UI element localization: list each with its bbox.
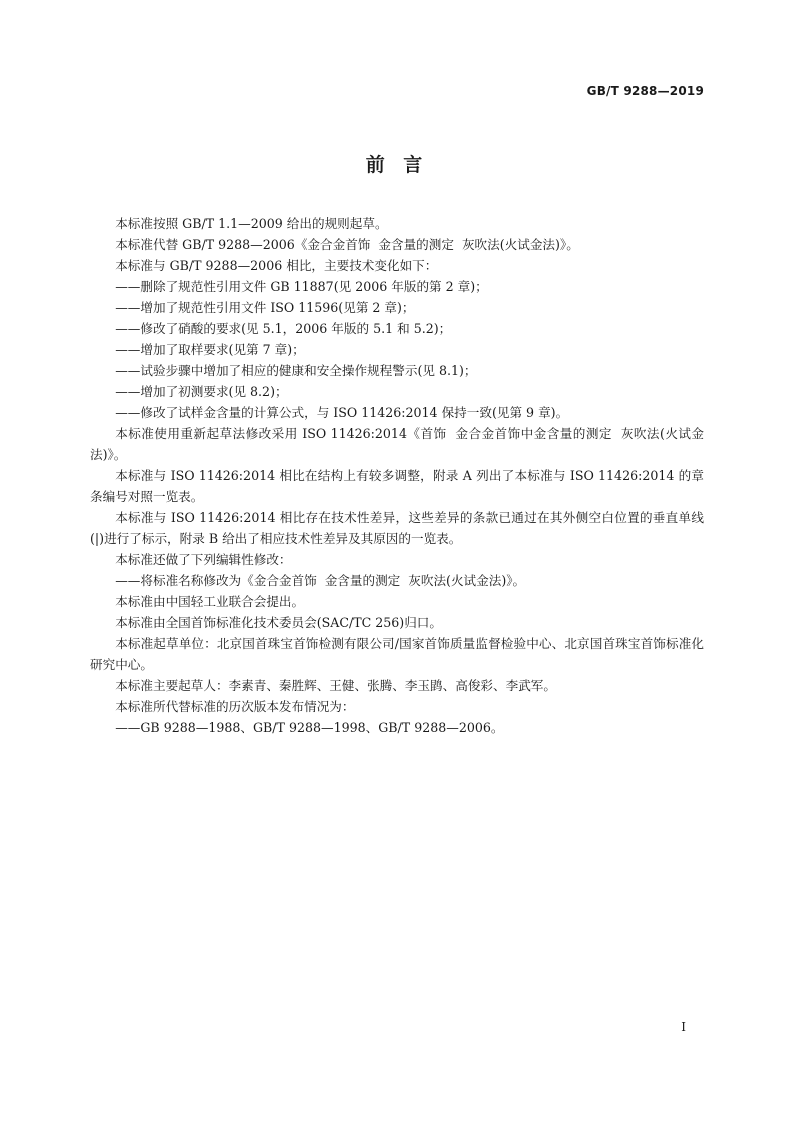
list-item: ——修改了硝酸的要求(见 5.1，2006 年版的 5.1 和 5.2)；: [115, 321, 452, 336]
paragraph: 本标准所代替标准的历次版本发布情况为：: [115, 699, 355, 714]
page-number: I: [681, 1020, 686, 1034]
list-item: ——增加了取样要求(见第 7 章)；: [115, 342, 305, 357]
list-item: ——删除了规范性引用文件 GB 11887(见 2006 年版的第 2 章)；: [115, 279, 488, 294]
list-item: ——试验步骤中增加了相应的健康和安全操作规程警示(见 8.1)；: [115, 363, 477, 378]
paragraph: 本标准与 ISO 11426:2014 相比存在技术性差异，这些差异的条款已通过在其外侧空白位置的垂直单线(|)进行了标示，附录 B 给出了相应技术性差异及其原因的一览表。: [90, 510, 704, 546]
paragraph: 本标准与 GB/T 9288—2006 相比，主要技术变化如下：: [115, 258, 438, 273]
list-item: ——将标准名称修改为《金合金首饰 金含量的测定 灰吹法(火试金法)》。: [115, 573, 526, 588]
foreword-body: [90, 213, 704, 738]
list-item: ——修改了试样金含量的计算公式，与 ISO 11426:2014 保持一致(见第 9 章)。: [115, 405, 569, 420]
paragraph: 本标准由中国轻工业联合会提出。: [115, 594, 305, 609]
paragraph: 本标准代替 GB/T 9288—2006《金合金首饰 金含量的测定 灰吹法(火试金法)》。: [115, 237, 579, 252]
paragraph: 本标准起草单位：北京国首珠宝首饰检测有限公司/国家首饰质量监督检验中心、北京国首珠宝首饰标准化研究中心。: [90, 636, 704, 672]
list-item: ——GB 9288—1988、GB/T 9288—1998、GB/T 9288—2006。: [115, 720, 504, 735]
paragraph: 本标准还做了下列编辑性修改：: [115, 552, 292, 567]
page-title: 前 言: [365, 154, 429, 176]
standard-code: GB/T 9288—2019: [586, 84, 704, 98]
paragraph: 本标准按照 GB/T 1.1—2009 给出的规则起草。: [115, 216, 388, 231]
paragraph: 本标准由全国首饰标准化技术委员会(SAC/TC 256)归口。: [115, 615, 442, 630]
list-item: ——增加了初测要求(见 8.2)；: [115, 384, 288, 399]
paragraph: 本标准主要起草人：李素青、秦胜辉、王健、张腾、李玉鹍、高俊彩、李武军。: [115, 678, 556, 693]
paragraph: 本标准使用重新起草法修改采用 ISO 11426:2014《首饰 金合金首饰中金含量的测定 灰吹法(火试金法)》。: [90, 426, 704, 462]
paragraph: 本标准与 ISO 11426:2014 相比在结构上有较多调整，附录 A 列出了本标准与 ISO 11426:2014 的章条编号对照一览表。: [90, 468, 704, 504]
list-item: ——增加了规范性引用文件 ISO 11596(见第 2 章)；: [115, 300, 415, 315]
